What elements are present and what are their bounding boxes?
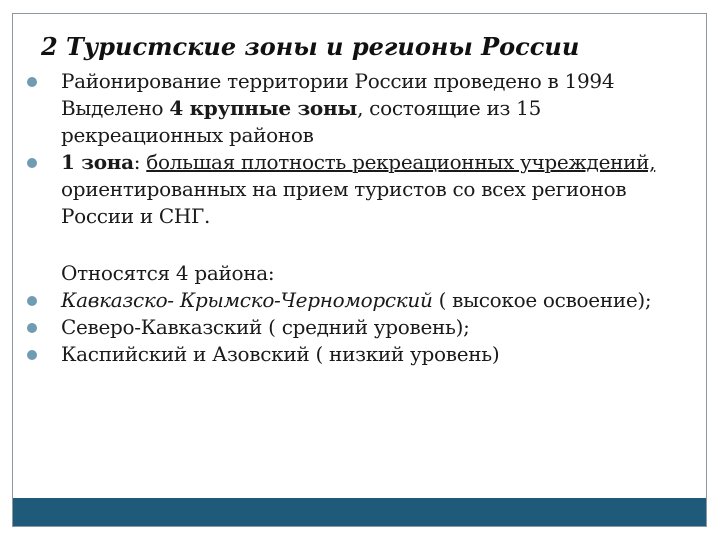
bullet-icon bbox=[27, 323, 37, 333]
item-text-underlined: большая плотность рекреационных учреждений, bbox=[146, 150, 656, 174]
list-item bbox=[27, 260, 699, 287]
item-text-bold: 4 крупные зоны bbox=[169, 96, 358, 120]
item-text: Районирование территории России проведено в 1994 bbox=[61, 69, 615, 93]
list-item bbox=[27, 314, 699, 341]
item-text-post: ориентированных на прием туристов со всех регионов России и СНГ. bbox=[61, 177, 627, 228]
item-text: Каспийский и Азовский ( низкий уровень) bbox=[61, 342, 500, 366]
bullet-icon bbox=[27, 158, 37, 168]
item-text-colon: : bbox=[133, 150, 147, 174]
bullet-icon bbox=[27, 77, 37, 87]
spacer bbox=[27, 230, 699, 260]
list-item bbox=[27, 68, 699, 95]
list-item bbox=[27, 341, 699, 368]
item-text-pre: Выделено bbox=[61, 96, 170, 120]
item-text-post: ( высокое освоение); bbox=[432, 288, 652, 312]
list-item bbox=[27, 95, 699, 149]
footer-bar bbox=[13, 498, 706, 526]
item-text-post: , состоящие из 15 рекреационных районов bbox=[61, 96, 542, 147]
item-text: Относятся 4 района: bbox=[61, 261, 275, 285]
slide-content bbox=[27, 68, 699, 368]
list-item bbox=[27, 149, 699, 230]
bullet-icon bbox=[27, 296, 37, 306]
item-text-italic: Кавказско- Крымско-Черноморский bbox=[61, 288, 433, 312]
bullet-icon bbox=[27, 350, 37, 360]
list-item bbox=[27, 287, 699, 314]
item-text: Северо-Кавказский ( средний уровень); bbox=[61, 315, 470, 339]
item-text-bold: 1 зона bbox=[61, 150, 134, 174]
slide bbox=[12, 13, 707, 527]
slide-title: 2 Туристские зоны и регионы России bbox=[41, 32, 580, 61]
